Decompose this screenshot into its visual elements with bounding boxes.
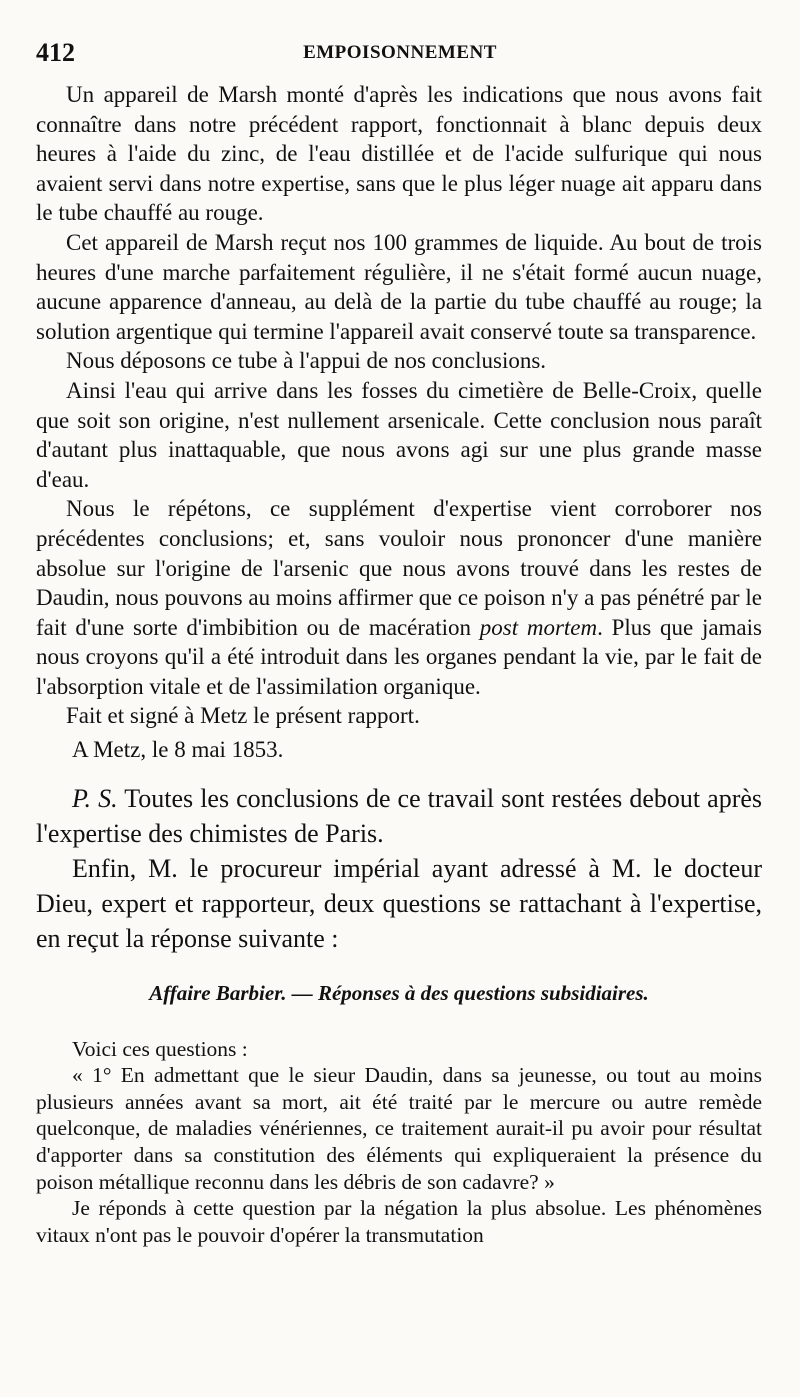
affaire-name: Affaire Barbier. bbox=[149, 980, 287, 1005]
paragraph-deposit-tube: Nous déposons ce tube à l'appui de nos conclusions. bbox=[66, 348, 547, 374]
enfin-paragraph: Enfin, M. le procureur impérial ayant adressé à M. le docteur Dieu, expert et rapporteur, deux questions se rattachant à l'expertise, en reçut la réponse suivante : bbox=[36, 853, 762, 953]
question-1: « 1° En admettant que le sieur Daudin, dans sa jeunesse, ou tout au moins plusieurs années avant sa mort, ait été traité par le mercure ou autre remède quelconque, de maladies vénériennes, ce traitement aurait-il pu avoir pour résultat d'apporter dans sa constitution des éléments qui expliqueraient la présence du poison métallique reconnu dans les débris de son cadavre? » bbox=[36, 1063, 762, 1194]
conclusions-text: Nous le répétons, ce supplément d'expertise vient corroborer nos précédentes conclusions; et, sans vouloir nous prononcer d'une manière absolue sur l'origine de l'arsenic que nous avons trouvé dans les restes de Daudin, nous pouvons au moins affirmer que ce poison n'y a pas pénétré par le fait d'une sorte d'imbibition ou de macération bbox=[36, 496, 762, 640]
postscript-paragraph bbox=[36, 781, 762, 851]
postscript-text: Toutes les conclusions de ce travail sont restées debout après l'expertise des chimistes de Paris. bbox=[36, 783, 763, 848]
report-section bbox=[36, 80, 762, 765]
page-number: 412 bbox=[36, 38, 75, 67]
paragraph-marsh-apparatus: Un appareil de Marsh monté d'après les indications que nous avons fait connaître dans notre précédent rapport, fonctionnait à blanc depuis deux heures à l'aide du zinc, de l'eau distillée et de l'acide sulfurique qui nous avaient servi dans notre expertise, sans que le plus léger nuage ait apparu dans le tube chauffé au rouge. bbox=[36, 82, 762, 226]
page-body bbox=[36, 80, 762, 1248]
affaire-dash: — bbox=[286, 980, 318, 1005]
paragraph-liquid-test: Cet appareil de Marsh reçut nos 100 grammes de liquide. Au bout de trois heures d'une marche parfaitement régulière, il ne s'était formé aucun nuage, aucune apparence d'anneau, au delà de la partie du tube chauffé au rouge; la solution argentique qui termine l'appareil avait conservé toute sa transparence. bbox=[36, 229, 762, 344]
postscript-section bbox=[36, 781, 762, 956]
running-head: EMPOISONNEMENT bbox=[303, 42, 497, 63]
paragraph-belle-croix-water: Ainsi l'eau qui arrive dans les fosses du cimetière de Belle-Croix, quelle que soit son origine, n'est nullement arsenicale. Cette conclusion nous paraît d'autant plus inattaquable, que nous avons agi sur une plus grande masse d'eau. bbox=[36, 377, 762, 492]
date-line: A Metz, le 8 mai 1853. bbox=[72, 737, 284, 763]
post-mortem-italic: post mortem bbox=[479, 614, 598, 640]
affaire-subtitle: Réponses à des questions subsidiaires. bbox=[317, 980, 649, 1005]
questions-intro: Voici ces questions : bbox=[72, 1036, 248, 1061]
affaire-heading bbox=[36, 978, 762, 1008]
questions-section bbox=[36, 1036, 762, 1249]
postscript-label: P. S. bbox=[72, 783, 118, 813]
paragraph-conclusions bbox=[36, 494, 762, 701]
page-header bbox=[36, 38, 764, 72]
conclusions-tail: . Plus que jamais nous croyons qu'il a été introduit dans les organes pendant la vie, par le fait de l'absorption vitale et de l'assimilation organique. bbox=[36, 614, 762, 699]
answer-paragraph: Je réponds à cette question par la négation la plus absolue. Les phénomènes vitaux n'ont pas le pouvoir d'opérer la transmutation bbox=[36, 1196, 762, 1247]
paragraph-signed: Fait et signé à Metz le présent rapport. bbox=[66, 703, 420, 729]
